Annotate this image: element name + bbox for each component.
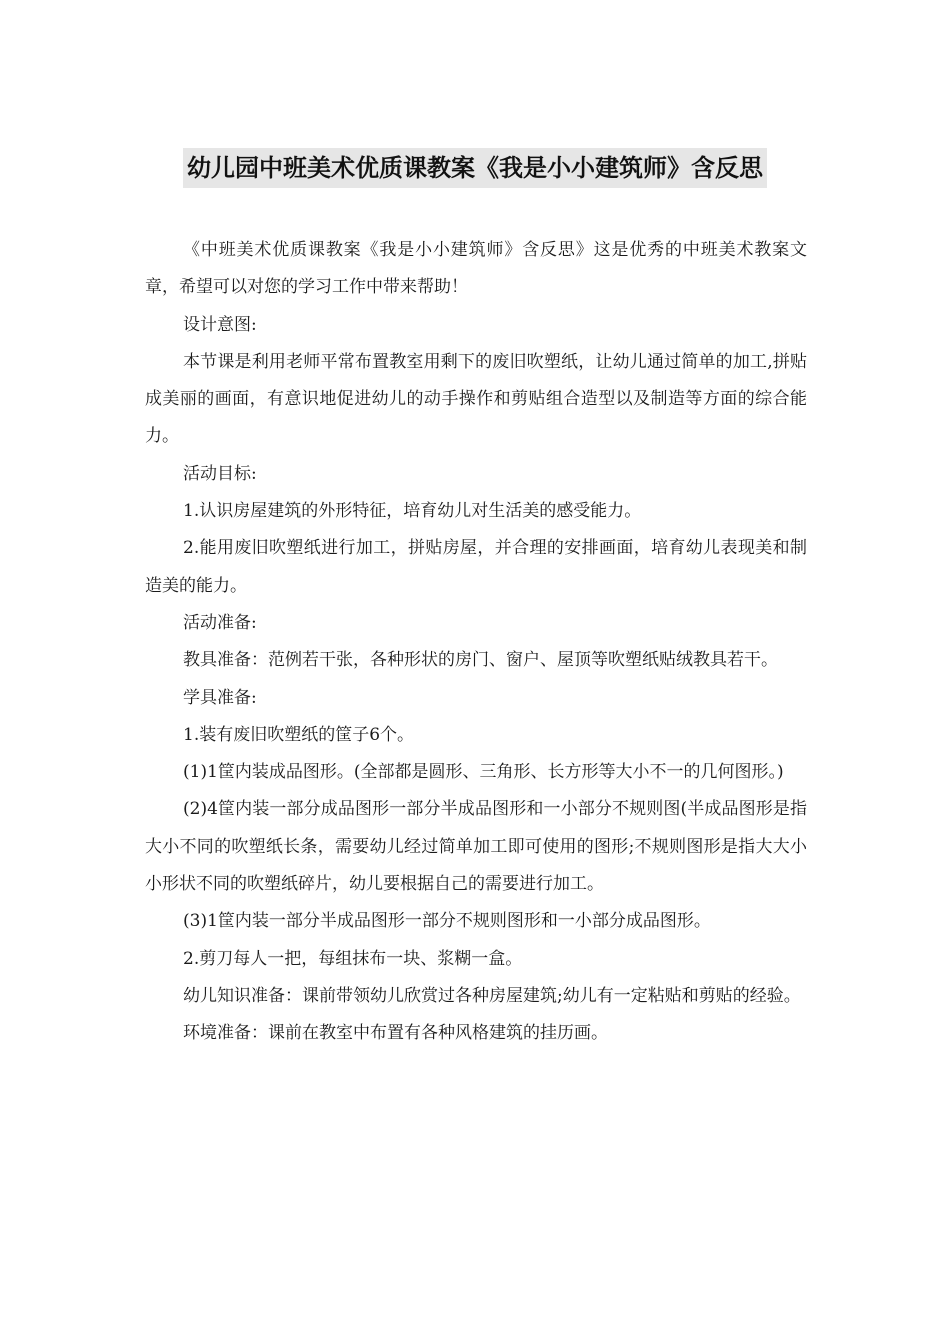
paragraph-teaching-aids: 教具准备：范例若干张，各种形状的房门、窗户、屋顶等吹塑纸贴绒教具若干。 <box>183 650 778 671</box>
paragraph-goals-heading: 活动目标: <box>183 463 257 484</box>
paragraph-goal-2: 2.能用废旧吹塑纸进行加工，拼贴房屋，并合理的安排画面，培育幼儿表现美和制造美的能力。 <box>145 538 807 596</box>
paragraph-material-1-sub-3: (3)1筐内装一部分半成品图形一部分不规则图形和一小部分成品图形。 <box>183 911 711 932</box>
paragraph-preparation-heading: 活动准备: <box>183 612 257 633</box>
title-container <box>0 148 950 188</box>
paragraph-knowledge-preparation: 幼儿知识准备：课前带领幼儿欣赏过各种房屋建筑;幼儿有一定粘贴和剪贴的经验。 <box>183 985 801 1006</box>
paragraph-material-1: 1.装有废旧吹塑纸的筐子6个。 <box>183 724 415 745</box>
paragraph-material-1-sub-2: (2)4筐内装一部分成品图形一部分半成品图形和一小部分不规则图(半成品图形是指大小不同的吹塑纸长条，需要幼儿经过简单加工即可使用的图形;不规则图形是指大大小小形状不同的吹塑纸碎片，幼儿要根据自己的需要进行加工。 <box>145 799 807 895</box>
paragraph-intro: 《中班美术优质课教案《我是小小建筑师》含反思》这是优秀的中班美术教案文章，希望可以对您的学习工作中带来帮助！ <box>145 240 807 298</box>
paragraph-design-intent-heading: 设计意图: <box>183 314 257 335</box>
paragraph-design-intent: 本节课是利用老师平常布置教室用剩下的废旧吹塑纸，让幼儿通过简单的加工,拼贴成美丽的画面，有意识地促进幼儿的动手操作和剪贴组合造型以及制造等方面的综合能力。 <box>145 351 807 447</box>
paragraph-student-materials-heading: 学具准备: <box>183 687 257 708</box>
document-body <box>145 232 807 1053</box>
paragraph-environment-preparation: 环境准备：课前在教室中布置有各种风格建筑的挂历画。 <box>183 1023 608 1044</box>
paragraph-material-1-sub-1: (1)1筐内装成品图形。(全部都是圆形、三角形、长方形等大小不一的几何图形。) <box>183 762 784 783</box>
document-title: 幼儿园中班美术优质课教案《我是小小建筑师》含反思 <box>183 148 767 188</box>
paragraph-material-2: 2.剪刀每人一把，每组抹布一块、浆糊一盒。 <box>183 948 523 969</box>
paragraph-goal-1: 1.认识房屋建筑的外形特征，培育幼儿对生活美的感受能力。 <box>183 501 642 522</box>
